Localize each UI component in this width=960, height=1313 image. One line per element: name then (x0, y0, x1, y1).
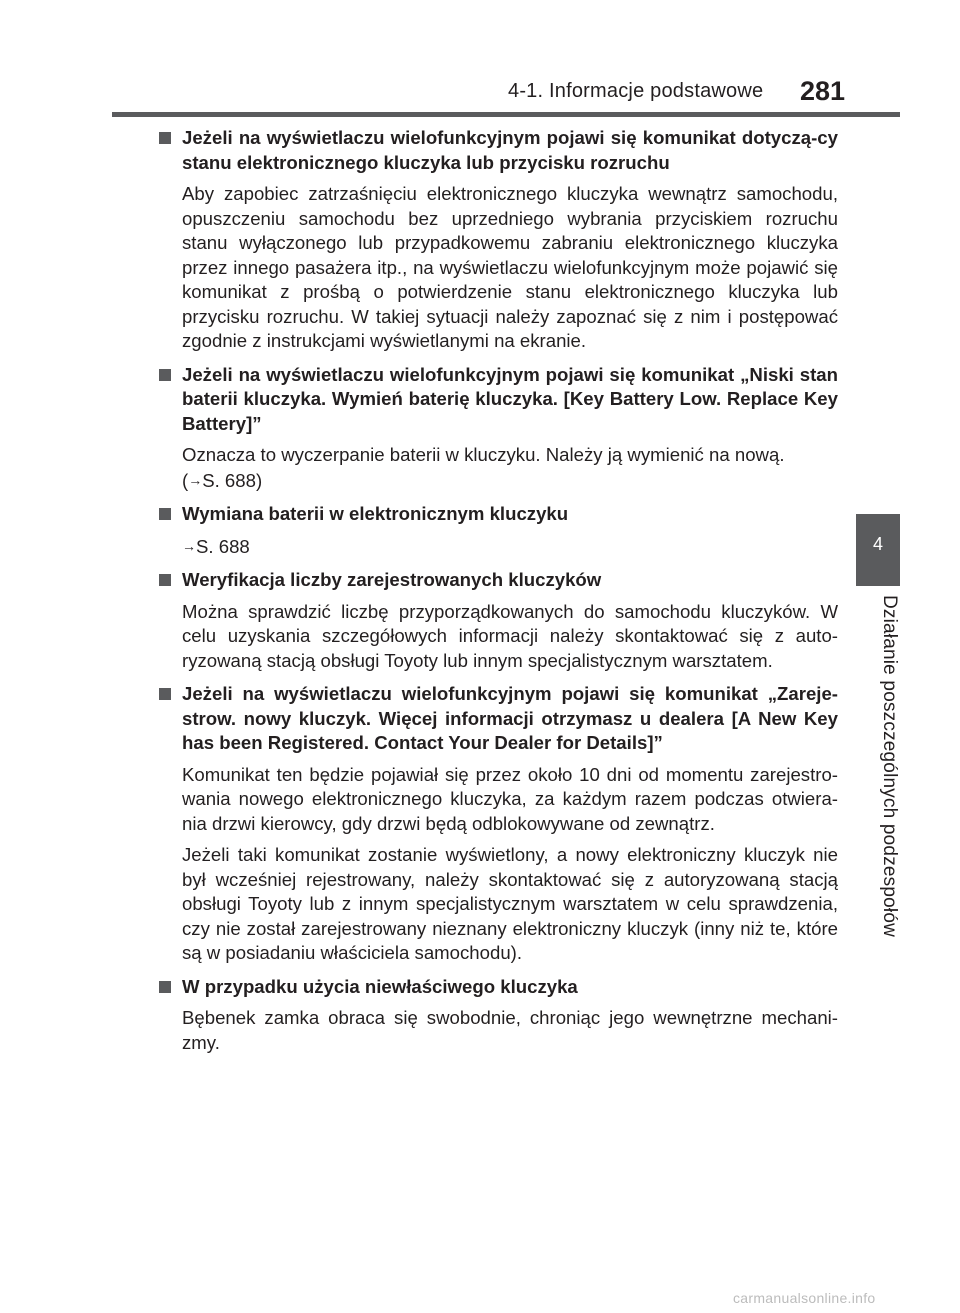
chapter-number: 4 (872, 534, 883, 554)
section-paragraph: Aby zapobiec zatrzaśnięciu elektronicznego kluczyka wewnątrz samochodu, opuszczeniu samochodu bez uprzedniego wybrania przyciskiem rozruchu stanu wyłączonego lub przypadkowemu zabraniu elektronicznego kluczyka przez innego pasażera itp., na wyświetlaczu wielofunkcyjnym może pojawić się komunikat z prośbą o potwierdzenie stanu elektronicznego kluczyka lub przycisku rozruchu. W takiej sytuacji należy zapoznać się z nim i postępować zgodnie z instrukcjami wyświetlanymi na ekranie. (182, 183, 838, 351)
section-heading: Jeżeli na wyświetlaczu wielofunkcyjnym pojawi się komunikat „Zareje-strow. nowy kluczyk. Więcej informacji otrzymasz u dealera [A New Key has been Registered. Contact Your Dealer for Details]” (182, 683, 838, 753)
section-key-status-message (158, 126, 838, 354)
section-heading: Jeżeli na wyświetlaczu wielofunkcyjnym pojawi się komunikat dotyczą-cy stanu elektronicznego kluczyka lub przycisku rozruchu (182, 127, 838, 173)
section-new-key-registered (158, 682, 838, 966)
square-bullet-icon (159, 981, 171, 993)
section-paragraph: Jeżeli taki komunikat zostanie wyświetlony, a nowy elektroniczny kluczyk nie był wcześniej rejestrowany, należy skontaktować się z autoryzowaną stacją obsługi Toyoty lub z innym specjalistycznym warsztatem w celu sprawdzenia, czy nie został zarejestrowany nieznany elektroniczny kluczyk (inny niż te, które są w posiadaniu właściciela samochodu). (182, 844, 838, 963)
header-divider (112, 112, 900, 117)
square-bullet-icon (159, 688, 171, 700)
section-heading: Weryfikacja liczby zarejestrowanych kluczyków (182, 569, 602, 590)
chapter-title: Działanie poszczególnych podzespołów (879, 595, 900, 938)
section-paragraph: Komunikat ten będzie pojawiał się przez około 10 dni od momentu zarejestro-wania nowego elektronicznego kluczyka, za każdym razem podczas otwiera-nia drzwi kierowcy, gdy drzwi będą odblokowywane od zewnątrz. (182, 763, 838, 834)
arrow-right-icon: → (188, 471, 203, 488)
section-paragraph: Można sprawdzić liczbę przyporządkowanych do samochodu kluczyków. W celu uzyskania szczegółowych informacji należy skontaktować się z auto-ryzowaną stacją obsługi Toyoty lub innym specjalistycznym warsztatem. (182, 600, 838, 671)
section-paragraph (182, 443, 838, 493)
section-header-label: 4-1. Informacje podstawowe (508, 80, 764, 102)
section-registered-keys-verification (158, 568, 838, 673)
section-heading: Jeżeli na wyświetlaczu wielofunkcyjnym pojawi się komunikat „Niski stan baterii kluczyka. Wymień baterię kluczyka. [Key Battery Low. Replace Key Battery]” (182, 363, 838, 434)
section-wrong-key-used (158, 975, 838, 1056)
page-reference-text: S. 688 (196, 535, 250, 557)
page-number: 281 (800, 76, 846, 106)
arrow-right-icon: → (182, 537, 196, 554)
square-bullet-icon (159, 508, 171, 520)
chapter-tab (856, 514, 900, 586)
square-bullet-icon (159, 369, 171, 381)
square-bullet-icon (159, 132, 171, 144)
square-bullet-icon (159, 574, 171, 586)
section-heading: Wymiana baterii w elektronicznym kluczyku (182, 503, 569, 524)
section-paragraph: Bębenek zamka obraca się swobodnie, chroniąc jego wewnętrzne mechani-zmy. (182, 1007, 838, 1053)
page-reference-text: S. 688 (202, 469, 256, 491)
page-content (158, 126, 838, 1064)
page-reference[interactable] (182, 534, 838, 560)
section-key-battery-low (158, 363, 838, 494)
section-battery-replacement (158, 502, 838, 559)
section-paragraph-text: Oznacza to wyczerpanie baterii w kluczyku. Należy ją wymienić na nową. (182, 444, 785, 465)
section-heading: W przypadku użycia niewłaściwego kluczyka (182, 975, 578, 997)
page-reference[interactable]: (→S. 688) (182, 469, 263, 491)
watermark: carmanualsonline.info (733, 1290, 876, 1306)
